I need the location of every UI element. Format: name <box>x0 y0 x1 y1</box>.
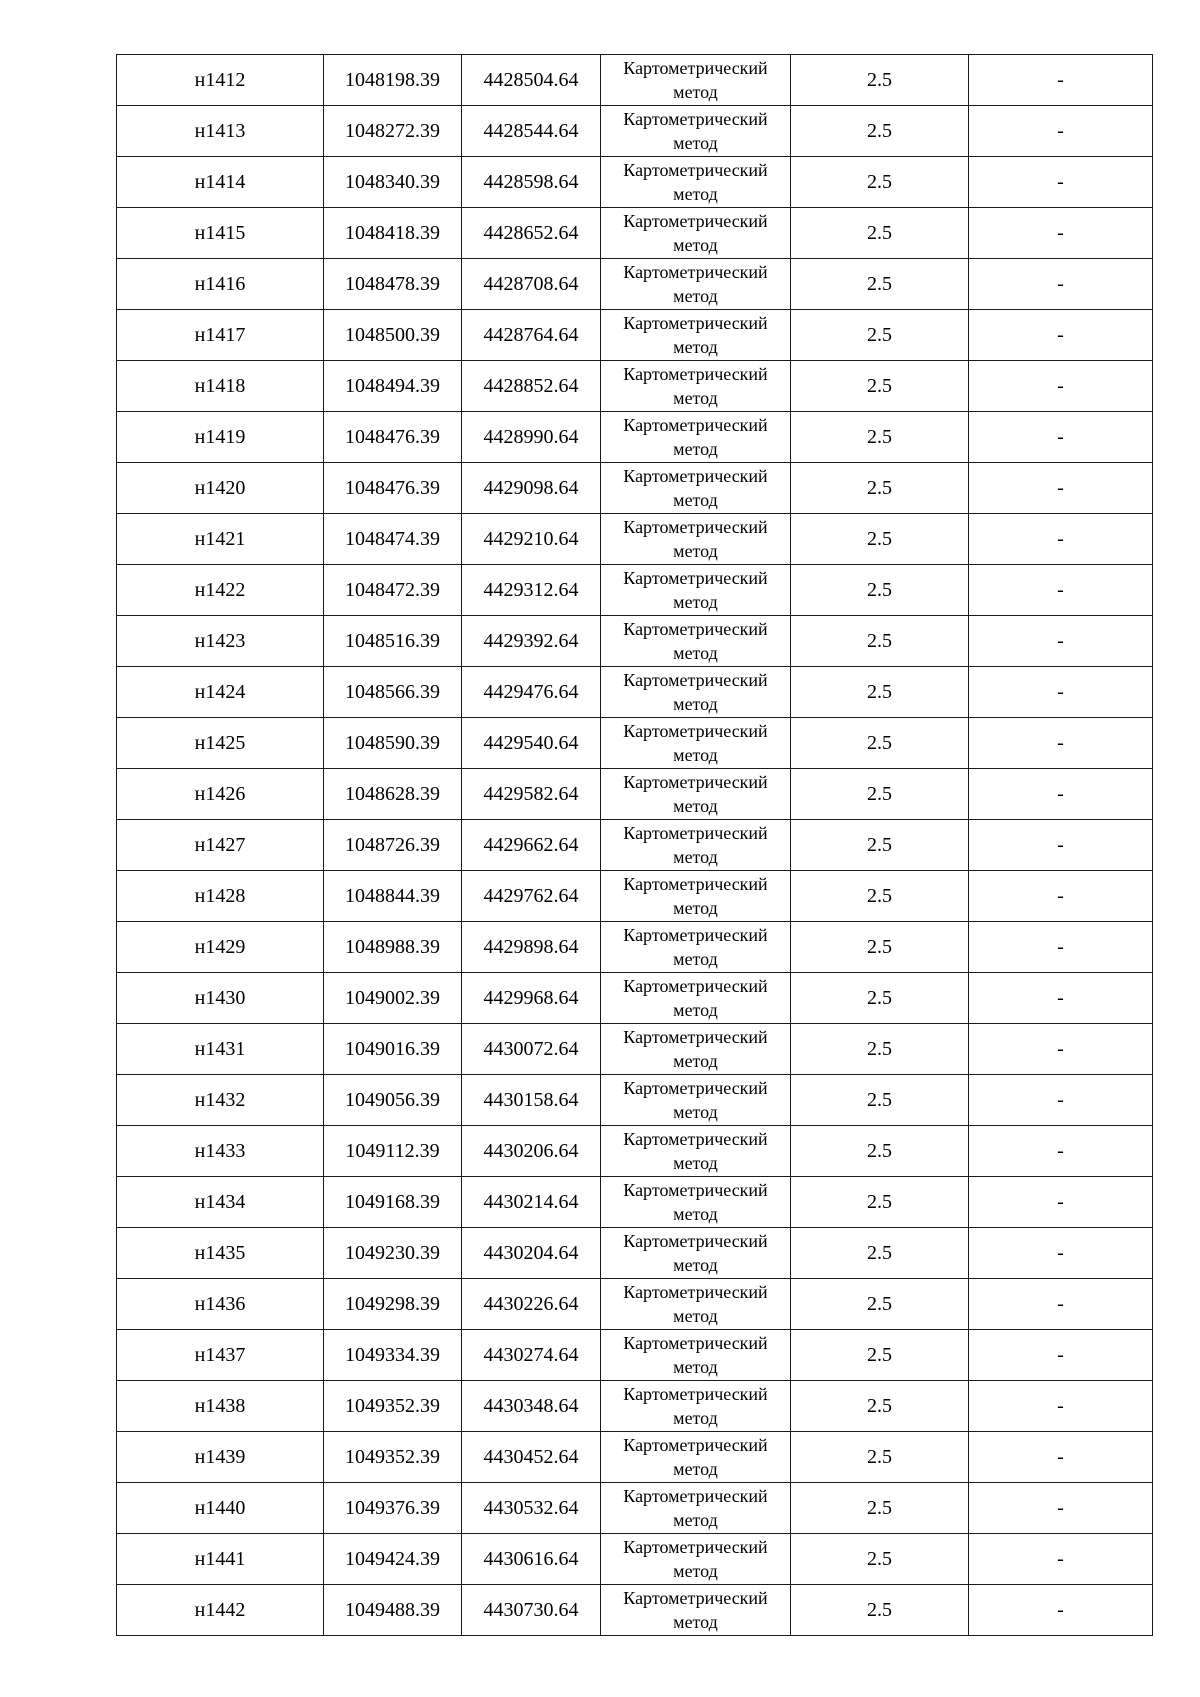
method-line-2: метод <box>673 694 718 714</box>
method-line-1: Картометрический <box>623 1435 768 1455</box>
method-line-1: Картометрический <box>623 823 768 843</box>
accuracy-cell: 2.5 <box>791 1330 969 1381</box>
method-line-2: метод <box>673 1357 718 1377</box>
method-line-2: метод <box>673 1612 718 1632</box>
point-cell: н1422 <box>117 565 324 616</box>
note-cell: - <box>969 616 1153 667</box>
y-coordinate-cell: 4429476.64 <box>462 667 601 718</box>
method-line-1: Картометрический <box>623 1333 768 1353</box>
point-cell: н1431 <box>117 1024 324 1075</box>
note-cell: - <box>969 412 1153 463</box>
method-line-1: Картометрический <box>623 58 768 78</box>
table-row <box>117 1228 1153 1279</box>
accuracy-cell: 2.5 <box>791 106 969 157</box>
y-coordinate-cell: 4430072.64 <box>462 1024 601 1075</box>
note-cell: - <box>969 157 1153 208</box>
coordinates-table <box>116 54 1153 1636</box>
point-cell: н1418 <box>117 361 324 412</box>
table-row <box>117 55 1153 106</box>
y-coordinate-cell: 4429762.64 <box>462 871 601 922</box>
point-cell: н1442 <box>117 1585 324 1636</box>
method-cell <box>601 259 791 310</box>
method-line-1: Картометрический <box>623 415 768 435</box>
x-coordinate-cell: 1048478.39 <box>324 259 462 310</box>
table-row <box>117 1075 1153 1126</box>
accuracy-cell: 2.5 <box>791 1381 969 1432</box>
method-cell <box>601 1330 791 1381</box>
x-coordinate-cell: 1048198.39 <box>324 55 462 106</box>
table-row <box>117 514 1153 565</box>
x-coordinate-cell: 1048476.39 <box>324 463 462 514</box>
method-line-1: Картометрический <box>623 1282 768 1302</box>
note-cell: - <box>969 1126 1153 1177</box>
note-cell: - <box>969 106 1153 157</box>
accuracy-cell: 2.5 <box>791 667 969 718</box>
x-coordinate-cell: 1049376.39 <box>324 1483 462 1534</box>
method-line-2: метод <box>673 796 718 816</box>
accuracy-cell: 2.5 <box>791 973 969 1024</box>
x-coordinate-cell: 1049230.39 <box>324 1228 462 1279</box>
table-row <box>117 1024 1153 1075</box>
method-line-1: Картометрический <box>623 1027 768 1047</box>
method-line-2: метод <box>673 490 718 510</box>
accuracy-cell: 2.5 <box>791 259 969 310</box>
method-line-2: метод <box>673 745 718 765</box>
x-coordinate-cell: 1049334.39 <box>324 1330 462 1381</box>
point-cell: н1420 <box>117 463 324 514</box>
y-coordinate-cell: 4429210.64 <box>462 514 601 565</box>
x-coordinate-cell: 1048628.39 <box>324 769 462 820</box>
accuracy-cell: 2.5 <box>791 514 969 565</box>
accuracy-cell: 2.5 <box>791 1483 969 1534</box>
point-cell: н1430 <box>117 973 324 1024</box>
y-coordinate-cell: 4428990.64 <box>462 412 601 463</box>
x-coordinate-cell: 1049016.39 <box>324 1024 462 1075</box>
method-line-1: Картометрический <box>623 517 768 537</box>
method-cell <box>601 514 791 565</box>
point-cell: н1428 <box>117 871 324 922</box>
y-coordinate-cell: 4430206.64 <box>462 1126 601 1177</box>
point-cell: н1429 <box>117 922 324 973</box>
point-cell: н1427 <box>117 820 324 871</box>
accuracy-cell: 2.5 <box>791 769 969 820</box>
method-cell <box>601 871 791 922</box>
y-coordinate-cell: 4429968.64 <box>462 973 601 1024</box>
x-coordinate-cell: 1048726.39 <box>324 820 462 871</box>
table-row <box>117 871 1153 922</box>
accuracy-cell: 2.5 <box>791 1126 969 1177</box>
y-coordinate-cell: 4430274.64 <box>462 1330 601 1381</box>
method-cell <box>601 361 791 412</box>
note-cell: - <box>969 1585 1153 1636</box>
method-cell <box>601 310 791 361</box>
x-coordinate-cell: 1048844.39 <box>324 871 462 922</box>
y-coordinate-cell: 4429098.64 <box>462 463 601 514</box>
method-line-2: метод <box>673 337 718 357</box>
y-coordinate-cell: 4429540.64 <box>462 718 601 769</box>
accuracy-cell: 2.5 <box>791 157 969 208</box>
method-cell <box>601 616 791 667</box>
method-line-2: метод <box>673 1153 718 1173</box>
method-line-2: метод <box>673 1000 718 1020</box>
x-coordinate-cell: 1048418.39 <box>324 208 462 259</box>
document-page <box>116 54 1152 1636</box>
x-coordinate-cell: 1048988.39 <box>324 922 462 973</box>
table-row <box>117 1381 1153 1432</box>
y-coordinate-cell: 4430158.64 <box>462 1075 601 1126</box>
table-row <box>117 1483 1153 1534</box>
method-cell <box>601 1483 791 1534</box>
method-cell <box>601 412 791 463</box>
point-cell: н1439 <box>117 1432 324 1483</box>
point-cell: н1424 <box>117 667 324 718</box>
method-line-2: метод <box>673 1051 718 1071</box>
method-line-2: метод <box>673 949 718 969</box>
method-line-1: Картометрический <box>623 262 768 282</box>
point-cell: н1438 <box>117 1381 324 1432</box>
coordinates-table-body <box>117 55 1153 1636</box>
table-row <box>117 310 1153 361</box>
table-row <box>117 973 1153 1024</box>
method-line-1: Картометрический <box>623 1486 768 1506</box>
note-cell: - <box>969 55 1153 106</box>
x-coordinate-cell: 1048494.39 <box>324 361 462 412</box>
y-coordinate-cell: 4428764.64 <box>462 310 601 361</box>
method-cell <box>601 55 791 106</box>
point-cell: н1423 <box>117 616 324 667</box>
x-coordinate-cell: 1049352.39 <box>324 1432 462 1483</box>
point-cell: н1436 <box>117 1279 324 1330</box>
x-coordinate-cell: 1049298.39 <box>324 1279 462 1330</box>
table-row <box>117 157 1153 208</box>
method-line-1: Картометрический <box>623 211 768 231</box>
table-row <box>117 1534 1153 1585</box>
method-cell <box>601 922 791 973</box>
method-cell <box>601 1534 791 1585</box>
x-coordinate-cell: 1048340.39 <box>324 157 462 208</box>
method-line-2: метод <box>673 235 718 255</box>
method-line-1: Картометрический <box>623 160 768 180</box>
method-line-1: Картометрический <box>623 874 768 894</box>
table-row <box>117 106 1153 157</box>
accuracy-cell: 2.5 <box>791 310 969 361</box>
method-line-2: метод <box>673 1204 718 1224</box>
method-line-2: метод <box>673 1408 718 1428</box>
accuracy-cell: 2.5 <box>791 361 969 412</box>
method-line-1: Картометрический <box>623 1180 768 1200</box>
accuracy-cell: 2.5 <box>791 1585 969 1636</box>
accuracy-cell: 2.5 <box>791 55 969 106</box>
y-coordinate-cell: 4430226.64 <box>462 1279 601 1330</box>
method-cell <box>601 1279 791 1330</box>
point-cell: н1434 <box>117 1177 324 1228</box>
method-cell <box>601 1381 791 1432</box>
note-cell: - <box>969 208 1153 259</box>
note-cell: - <box>969 514 1153 565</box>
table-row <box>117 361 1153 412</box>
x-coordinate-cell: 1049112.39 <box>324 1126 462 1177</box>
note-cell: - <box>969 1330 1153 1381</box>
note-cell: - <box>969 1279 1153 1330</box>
method-line-2: метод <box>673 643 718 663</box>
y-coordinate-cell: 4429312.64 <box>462 565 601 616</box>
method-line-1: Картометрический <box>623 1129 768 1149</box>
method-cell <box>601 820 791 871</box>
method-line-2: метод <box>673 388 718 408</box>
table-row <box>117 259 1153 310</box>
method-line-1: Картометрический <box>623 772 768 792</box>
x-coordinate-cell: 1049002.39 <box>324 973 462 1024</box>
point-cell: н1421 <box>117 514 324 565</box>
accuracy-cell: 2.5 <box>791 871 969 922</box>
point-cell: н1415 <box>117 208 324 259</box>
table-row <box>117 1330 1153 1381</box>
table-row <box>117 769 1153 820</box>
note-cell: - <box>969 1024 1153 1075</box>
table-row <box>117 667 1153 718</box>
y-coordinate-cell: 4430348.64 <box>462 1381 601 1432</box>
note-cell: - <box>969 667 1153 718</box>
method-cell <box>601 1024 791 1075</box>
method-line-1: Картометрический <box>623 925 768 945</box>
method-line-1: Картометрический <box>623 1384 768 1404</box>
note-cell: - <box>969 718 1153 769</box>
table-row <box>117 463 1153 514</box>
point-cell: н1437 <box>117 1330 324 1381</box>
note-cell: - <box>969 1228 1153 1279</box>
method-cell <box>601 1585 791 1636</box>
x-coordinate-cell: 1048590.39 <box>324 718 462 769</box>
note-cell: - <box>969 922 1153 973</box>
point-cell: н1441 <box>117 1534 324 1585</box>
method-cell <box>601 106 791 157</box>
accuracy-cell: 2.5 <box>791 1279 969 1330</box>
accuracy-cell: 2.5 <box>791 820 969 871</box>
y-coordinate-cell: 4430730.64 <box>462 1585 601 1636</box>
point-cell: н1412 <box>117 55 324 106</box>
y-coordinate-cell: 4428652.64 <box>462 208 601 259</box>
method-cell <box>601 1126 791 1177</box>
point-cell: н1417 <box>117 310 324 361</box>
method-cell <box>601 769 791 820</box>
method-line-2: метод <box>673 1255 718 1275</box>
table-row <box>117 820 1153 871</box>
accuracy-cell: 2.5 <box>791 922 969 973</box>
y-coordinate-cell: 4430452.64 <box>462 1432 601 1483</box>
table-row <box>117 1126 1153 1177</box>
note-cell: - <box>969 871 1153 922</box>
method-line-1: Картометрический <box>623 619 768 639</box>
x-coordinate-cell: 1048566.39 <box>324 667 462 718</box>
accuracy-cell: 2.5 <box>791 463 969 514</box>
method-line-1: Картометрический <box>623 670 768 690</box>
method-line-1: Картометрический <box>623 364 768 384</box>
table-row <box>117 1279 1153 1330</box>
y-coordinate-cell: 4428852.64 <box>462 361 601 412</box>
table-row <box>117 616 1153 667</box>
table-row <box>117 718 1153 769</box>
point-cell: н1413 <box>117 106 324 157</box>
y-coordinate-cell: 4430532.64 <box>462 1483 601 1534</box>
y-coordinate-cell: 4428598.64 <box>462 157 601 208</box>
accuracy-cell: 2.5 <box>791 1228 969 1279</box>
x-coordinate-cell: 1049424.39 <box>324 1534 462 1585</box>
method-cell <box>601 157 791 208</box>
method-line-1: Картометрический <box>623 721 768 741</box>
method-cell <box>601 1177 791 1228</box>
method-line-1: Картометрический <box>623 466 768 486</box>
method-line-2: метод <box>673 133 718 153</box>
y-coordinate-cell: 4429898.64 <box>462 922 601 973</box>
method-line-2: метод <box>673 1102 718 1122</box>
method-line-2: метод <box>673 541 718 561</box>
method-line-2: метод <box>673 184 718 204</box>
note-cell: - <box>969 259 1153 310</box>
method-cell <box>601 463 791 514</box>
point-cell: н1435 <box>117 1228 324 1279</box>
accuracy-cell: 2.5 <box>791 718 969 769</box>
method-line-1: Картометрический <box>623 976 768 996</box>
x-coordinate-cell: 1049168.39 <box>324 1177 462 1228</box>
method-line-2: метод <box>673 439 718 459</box>
point-cell: н1426 <box>117 769 324 820</box>
note-cell: - <box>969 1432 1153 1483</box>
x-coordinate-cell: 1049056.39 <box>324 1075 462 1126</box>
note-cell: - <box>969 310 1153 361</box>
method-line-2: метод <box>673 847 718 867</box>
method-line-2: метод <box>673 1510 718 1530</box>
table-row <box>117 412 1153 463</box>
point-cell: н1425 <box>117 718 324 769</box>
accuracy-cell: 2.5 <box>791 412 969 463</box>
method-cell <box>601 973 791 1024</box>
accuracy-cell: 2.5 <box>791 565 969 616</box>
note-cell: - <box>969 1483 1153 1534</box>
method-line-1: Картометрический <box>623 1588 768 1608</box>
method-line-2: метод <box>673 592 718 612</box>
method-line-2: метод <box>673 1459 718 1479</box>
y-coordinate-cell: 4428504.64 <box>462 55 601 106</box>
method-line-2: метод <box>673 82 718 102</box>
x-coordinate-cell: 1048272.39 <box>324 106 462 157</box>
method-cell <box>601 208 791 259</box>
method-cell <box>601 667 791 718</box>
table-row <box>117 1177 1153 1228</box>
note-cell: - <box>969 1075 1153 1126</box>
x-coordinate-cell: 1049352.39 <box>324 1381 462 1432</box>
method-cell <box>601 1228 791 1279</box>
note-cell: - <box>969 565 1153 616</box>
table-row <box>117 922 1153 973</box>
accuracy-cell: 2.5 <box>791 1177 969 1228</box>
method-line-1: Картометрический <box>623 1078 768 1098</box>
accuracy-cell: 2.5 <box>791 208 969 259</box>
accuracy-cell: 2.5 <box>791 1024 969 1075</box>
method-line-2: метод <box>673 1561 718 1581</box>
method-cell <box>601 1075 791 1126</box>
point-cell: н1440 <box>117 1483 324 1534</box>
note-cell: - <box>969 973 1153 1024</box>
point-cell: н1419 <box>117 412 324 463</box>
method-line-2: метод <box>673 286 718 306</box>
note-cell: - <box>969 1534 1153 1585</box>
table-row <box>117 1585 1153 1636</box>
note-cell: - <box>969 1381 1153 1432</box>
y-coordinate-cell: 4430204.64 <box>462 1228 601 1279</box>
y-coordinate-cell: 4430616.64 <box>462 1534 601 1585</box>
point-cell: н1433 <box>117 1126 324 1177</box>
point-cell: н1416 <box>117 259 324 310</box>
note-cell: - <box>969 463 1153 514</box>
x-coordinate-cell: 1049488.39 <box>324 1585 462 1636</box>
note-cell: - <box>969 361 1153 412</box>
note-cell: - <box>969 820 1153 871</box>
note-cell: - <box>969 769 1153 820</box>
method-line-2: метод <box>673 898 718 918</box>
method-line-1: Картометрический <box>623 568 768 588</box>
y-coordinate-cell: 4428544.64 <box>462 106 601 157</box>
x-coordinate-cell: 1048472.39 <box>324 565 462 616</box>
table-row <box>117 565 1153 616</box>
method-cell <box>601 1432 791 1483</box>
accuracy-cell: 2.5 <box>791 1075 969 1126</box>
table-row <box>117 208 1153 259</box>
y-coordinate-cell: 4429582.64 <box>462 769 601 820</box>
y-coordinate-cell: 4429392.64 <box>462 616 601 667</box>
accuracy-cell: 2.5 <box>791 616 969 667</box>
method-line-1: Картометрический <box>623 1537 768 1557</box>
x-coordinate-cell: 1048516.39 <box>324 616 462 667</box>
x-coordinate-cell: 1048476.39 <box>324 412 462 463</box>
accuracy-cell: 2.5 <box>791 1432 969 1483</box>
method-cell <box>601 718 791 769</box>
y-coordinate-cell: 4430214.64 <box>462 1177 601 1228</box>
point-cell: н1414 <box>117 157 324 208</box>
method-line-1: Картометрический <box>623 109 768 129</box>
y-coordinate-cell: 4428708.64 <box>462 259 601 310</box>
method-line-1: Картометрический <box>623 1231 768 1251</box>
x-coordinate-cell: 1048500.39 <box>324 310 462 361</box>
note-cell: - <box>969 1177 1153 1228</box>
table-row <box>117 1432 1153 1483</box>
accuracy-cell: 2.5 <box>791 1534 969 1585</box>
point-cell: н1432 <box>117 1075 324 1126</box>
method-cell <box>601 565 791 616</box>
x-coordinate-cell: 1048474.39 <box>324 514 462 565</box>
method-line-2: метод <box>673 1306 718 1326</box>
method-line-1: Картометрический <box>623 313 768 333</box>
y-coordinate-cell: 4429662.64 <box>462 820 601 871</box>
